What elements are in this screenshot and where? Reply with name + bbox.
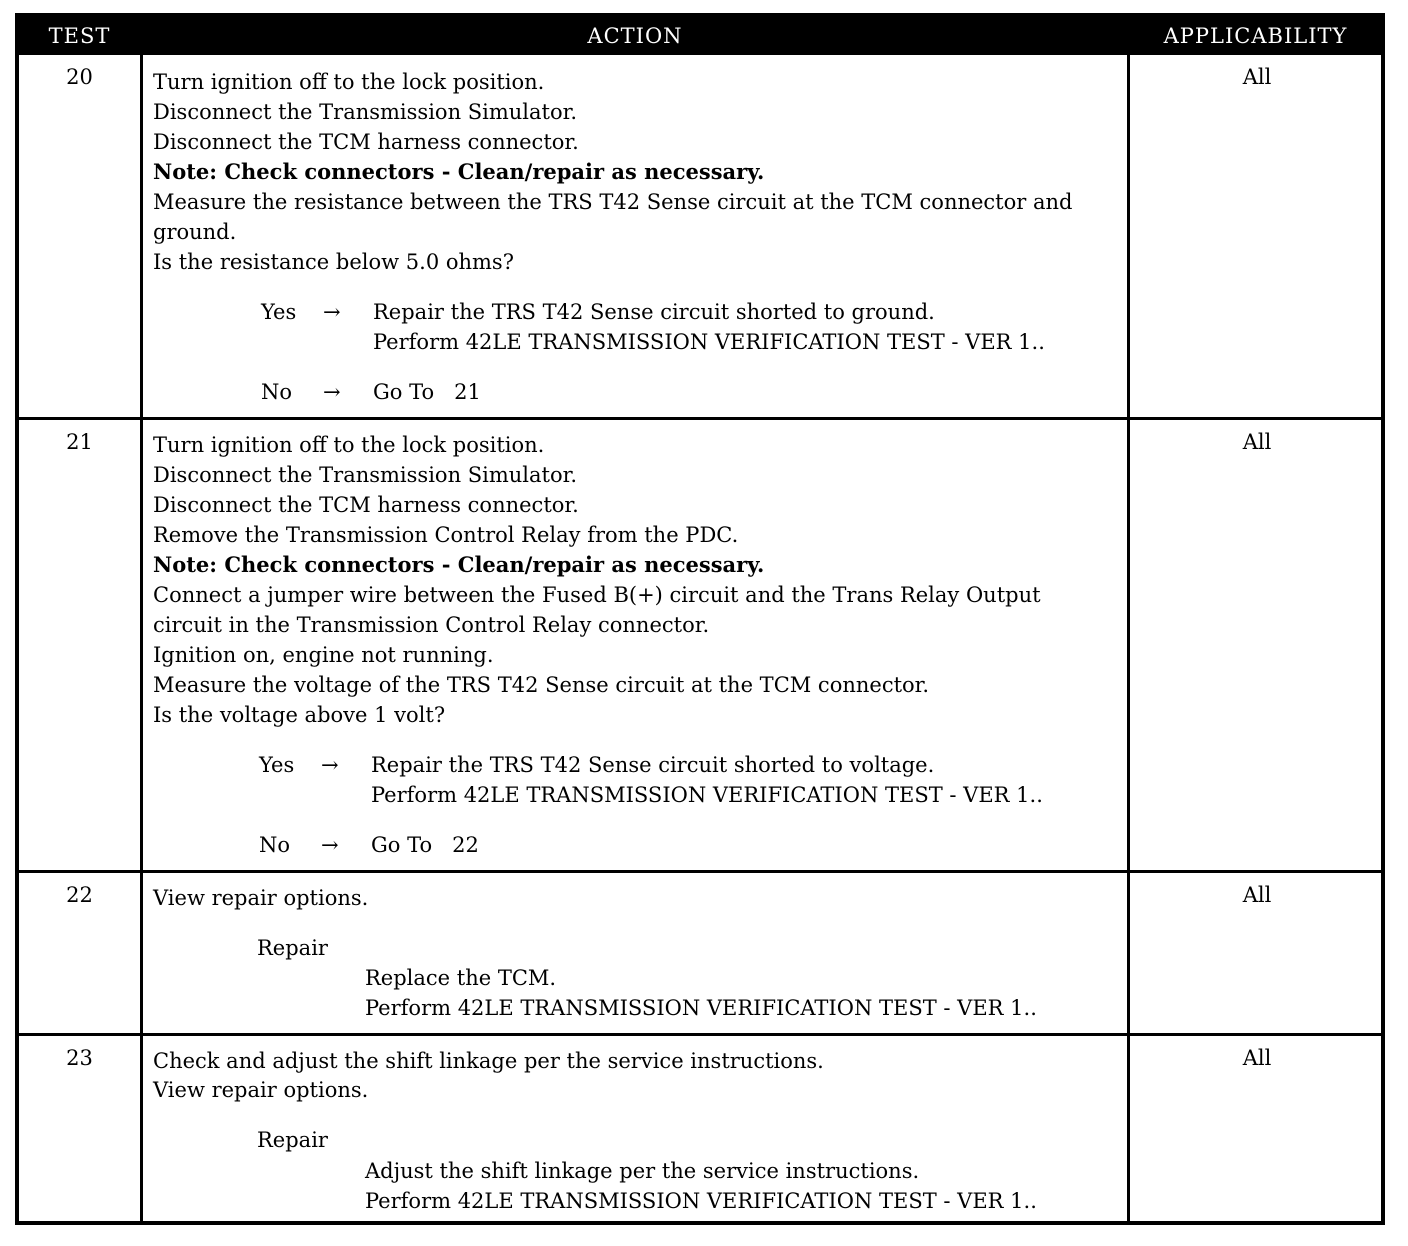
yes-result: Repair the TRS T42 Sense circuit shorted to ground.	[373, 300, 935, 324]
test-cell	[19, 420, 143, 870]
no-label: No	[259, 833, 291, 857]
yes-label: Yes	[261, 300, 297, 324]
action-line: Check and adjust the shift linkage per the service instructions.	[153, 1049, 824, 1073]
no-result: Go To 21	[373, 380, 481, 404]
test-cell	[19, 873, 143, 1033]
no-result: Go To 22	[371, 833, 479, 857]
repair-step: Replace the TCM.	[365, 966, 557, 990]
yes-result: Repair the TRS T42 Sense circuit shorted to voltage.	[371, 753, 935, 777]
yes-result: Perform 42LE TRANSMISSION VERIFICATION TEST - VER 1..	[373, 330, 1045, 354]
test-number: 20	[66, 65, 93, 89]
test-cell	[19, 1036, 143, 1221]
test-cell	[19, 55, 143, 417]
action-line: Disconnect the Transmission Simulator.	[153, 100, 578, 124]
no-label: No	[261, 380, 293, 404]
applicability-value: All	[1242, 430, 1272, 454]
repair-label: Repair	[257, 1128, 328, 1152]
header-test: TEST	[48, 24, 111, 48]
action-line: Measure the voltage of the TRS T42 Sense circuit at the TCM connector.	[153, 673, 930, 697]
action-note: Note: Check connectors - Clean/repair as necessary.	[153, 552, 765, 577]
arrow-icon: →	[323, 380, 341, 404]
action-line: Turn ignition off to the lock position.	[153, 70, 545, 94]
action-line: Disconnect the TCM harness connector.	[153, 493, 579, 517]
yes-result: Perform 42LE TRANSMISSION VERIFICATION TEST - VER 1..	[371, 783, 1043, 807]
action-line: Measure the resistance between the TRS T42 Sense circuit at the TCM connector and	[153, 190, 1073, 214]
action-line: View repair options.	[153, 886, 369, 910]
action-question: Is the resistance below 5.0 ohms?	[153, 250, 514, 274]
arrow-icon: →	[323, 300, 341, 324]
table-header	[19, 17, 1381, 55]
repair-step: Adjust the shift linkage per the service instructions.	[365, 1159, 920, 1183]
repair-step: Perform 42LE TRANSMISSION VERIFICATION TEST - VER 1..	[365, 996, 1037, 1020]
table-row-21	[19, 420, 1381, 873]
arrow-icon: →	[321, 753, 339, 777]
action-line: circuit in the Transmission Control Relay connector.	[153, 613, 710, 637]
test-number: 22	[66, 883, 93, 907]
table-row-22	[19, 873, 1381, 1036]
applicability-value: All	[1242, 883, 1272, 907]
table-row-23	[19, 1036, 1381, 1221]
table-row-20	[19, 55, 1381, 420]
action-line: Connect a jumper wire between the Fused B(+) circuit and the Trans Relay Output	[153, 583, 1041, 607]
test-table	[15, 13, 1385, 1225]
applicability-value: All	[1242, 65, 1272, 89]
header-action: ACTION	[587, 24, 683, 48]
header-applicability: APPLICABILITY	[1163, 24, 1348, 48]
yes-label: Yes	[259, 753, 295, 777]
action-question: Is the voltage above 1 volt?	[153, 703, 446, 727]
action-line: Disconnect the Transmission Simulator.	[153, 463, 578, 487]
applicability-cell	[1127, 1036, 1384, 1221]
action-line: Disconnect the TCM harness connector.	[153, 130, 579, 154]
test-number: 21	[66, 430, 93, 454]
repair-label: Repair	[257, 936, 328, 960]
action-line: ground.	[153, 220, 237, 244]
arrow-icon: →	[321, 833, 339, 857]
action-note: Note: Check connectors - Clean/repair as necessary.	[153, 159, 765, 184]
applicability-cell	[1127, 55, 1384, 417]
applicability-cell	[1127, 873, 1384, 1033]
action-line: Ignition on, engine not running.	[153, 643, 494, 667]
action-line: Remove the Transmission Control Relay from the PDC.	[153, 523, 739, 547]
action-line: View repair options.	[153, 1078, 369, 1102]
applicability-cell	[1127, 420, 1384, 870]
repair-step: Perform 42LE TRANSMISSION VERIFICATION TEST - VER 1..	[365, 1189, 1037, 1213]
action-line: Turn ignition off to the lock position.	[153, 433, 545, 457]
test-number: 23	[66, 1046, 93, 1070]
applicability-value: All	[1242, 1046, 1272, 1070]
